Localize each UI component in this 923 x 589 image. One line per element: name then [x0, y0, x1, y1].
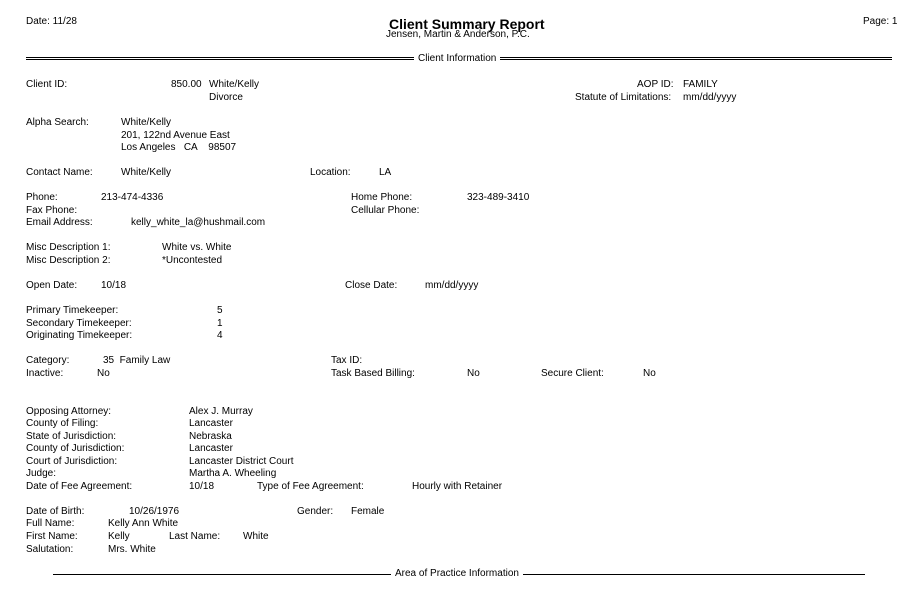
- fee-agreement-date-label: Date of Fee Agreement:: [26, 481, 133, 492]
- email-value: kelly_white_la@hushmail.com: [131, 217, 266, 228]
- home-phone-value: 323-489-3410: [467, 192, 530, 203]
- address-line-1: 201, 122nd Avenue East: [121, 130, 230, 141]
- primary-timekeeper-value: 5: [217, 305, 223, 316]
- close-date-value: mm/dd/yyyy: [425, 280, 479, 291]
- firm-name: Jensen, Martin & Anderson, P.C.: [386, 29, 530, 40]
- email-label: Email Address:: [26, 217, 93, 228]
- category-value: 35 Family Law: [103, 355, 171, 366]
- gender-label: Gender:: [297, 506, 334, 517]
- alpha-search-label: Alpha Search:: [26, 117, 89, 128]
- first-name-label: First Name:: [26, 531, 78, 542]
- full-name-label: Full Name:: [26, 518, 75, 529]
- secondary-timekeeper-value: 1: [217, 318, 223, 329]
- report-title: Client Summary Report: [389, 16, 545, 32]
- misc-description-2-value: *Uncontested: [162, 255, 223, 266]
- secure-client-label: Secure Client:: [541, 368, 604, 379]
- judge-value: Martha A. Wheeling: [189, 468, 277, 479]
- client-id-value: 850.00: [171, 79, 202, 90]
- court-of-jurisdiction-label: Court of Jurisdiction:: [26, 456, 118, 467]
- inactive-label: Inactive:: [26, 368, 64, 379]
- close-date-label: Close Date:: [345, 280, 398, 291]
- home-phone-label: Home Phone:: [351, 192, 413, 203]
- county-of-filing-value: Lancaster: [189, 418, 233, 429]
- date-of-birth-value: 10/26/1976: [129, 506, 180, 517]
- county-of-jurisdiction-label: County of Jurisdiction:: [26, 443, 125, 454]
- page-number: Page: 1: [863, 16, 898, 27]
- misc-description-1-value: White vs. White: [162, 242, 232, 253]
- state-of-jurisdiction-value: Nebraska: [189, 431, 232, 442]
- last-name-value: White: [243, 531, 269, 542]
- fee-agreement-date-value: 10/18: [189, 481, 215, 492]
- fee-agreement-type-value: Hourly with Retainer: [412, 481, 503, 492]
- client-name: White/Kelly: [209, 79, 260, 90]
- phone-label: Phone:: [26, 192, 58, 203]
- open-date-label: Open Date:: [26, 280, 78, 291]
- client-matter: Divorce: [209, 92, 243, 103]
- task-based-billing-value: No: [467, 368, 480, 379]
- misc-description-1-label: Misc Description 1:: [26, 242, 111, 253]
- open-date-value: 10/18: [101, 280, 127, 291]
- phone-value: 213-474-4336: [101, 192, 164, 203]
- location-value: LA: [379, 167, 392, 178]
- task-based-billing-label: Task Based Billing:: [331, 368, 415, 379]
- category-label: Category:: [26, 355, 70, 366]
- client-id-label: Client ID:: [26, 79, 68, 90]
- gender-value: Female: [351, 506, 385, 517]
- county-of-filing-label: County of Filing:: [26, 418, 99, 429]
- location-label: Location:: [310, 167, 351, 178]
- misc-description-2-label: Misc Description 2:: [26, 255, 111, 266]
- aop-info-section-label: Area of Practice Information: [391, 568, 523, 580]
- county-of-jurisdiction-value: Lancaster: [189, 443, 233, 454]
- secondary-timekeeper-label: Secondary Timekeeper:: [26, 318, 132, 329]
- cellular-phone-label: Cellular Phone:: [351, 205, 420, 216]
- salutation-value: Mrs. White: [108, 544, 156, 555]
- originating-timekeeper-label: Originating Timekeeper:: [26, 330, 133, 341]
- first-name-value: Kelly: [108, 531, 130, 542]
- statute-limitations-label: Statute of Limitations:: [575, 92, 672, 103]
- alpha-search-value: White/Kelly: [121, 117, 172, 128]
- primary-timekeeper-label: Primary Timekeeper:: [26, 305, 119, 316]
- report-date: Date: 11/28: [26, 16, 77, 27]
- full-name-value: Kelly Ann White: [108, 518, 179, 529]
- address-line-2: Los Angeles CA 98507: [121, 142, 237, 153]
- aop-id-value: FAMILY: [683, 79, 718, 90]
- date-of-birth-label: Date of Birth:: [26, 506, 85, 517]
- opposing-attorney-value: Alex J. Murray: [189, 406, 253, 417]
- fee-agreement-type-label: Type of Fee Agreement:: [257, 481, 364, 492]
- statute-limitations-value: mm/dd/yyyy: [683, 92, 737, 103]
- opposing-attorney-label: Opposing Attorney:: [26, 406, 112, 417]
- secure-client-value: No: [643, 368, 656, 379]
- tax-id-label: Tax ID:: [331, 355, 363, 366]
- contact-name-label: Contact Name:: [26, 167, 93, 178]
- client-info-section-label: Client Information: [414, 53, 500, 65]
- salutation-label: Salutation:: [26, 544, 74, 555]
- judge-label: Judge:: [26, 468, 57, 479]
- aop-id-label: AOP ID:: [637, 79, 674, 90]
- originating-timekeeper-value: 4: [217, 330, 223, 341]
- court-of-jurisdiction-value: Lancaster District Court: [189, 456, 294, 467]
- state-of-jurisdiction-label: State of Jurisdiction:: [26, 431, 117, 442]
- inactive-value: No: [97, 368, 110, 379]
- contact-name-value: White/Kelly: [121, 167, 172, 178]
- last-name-label: Last Name:: [169, 531, 221, 542]
- fax-phone-label: Fax Phone:: [26, 205, 78, 216]
